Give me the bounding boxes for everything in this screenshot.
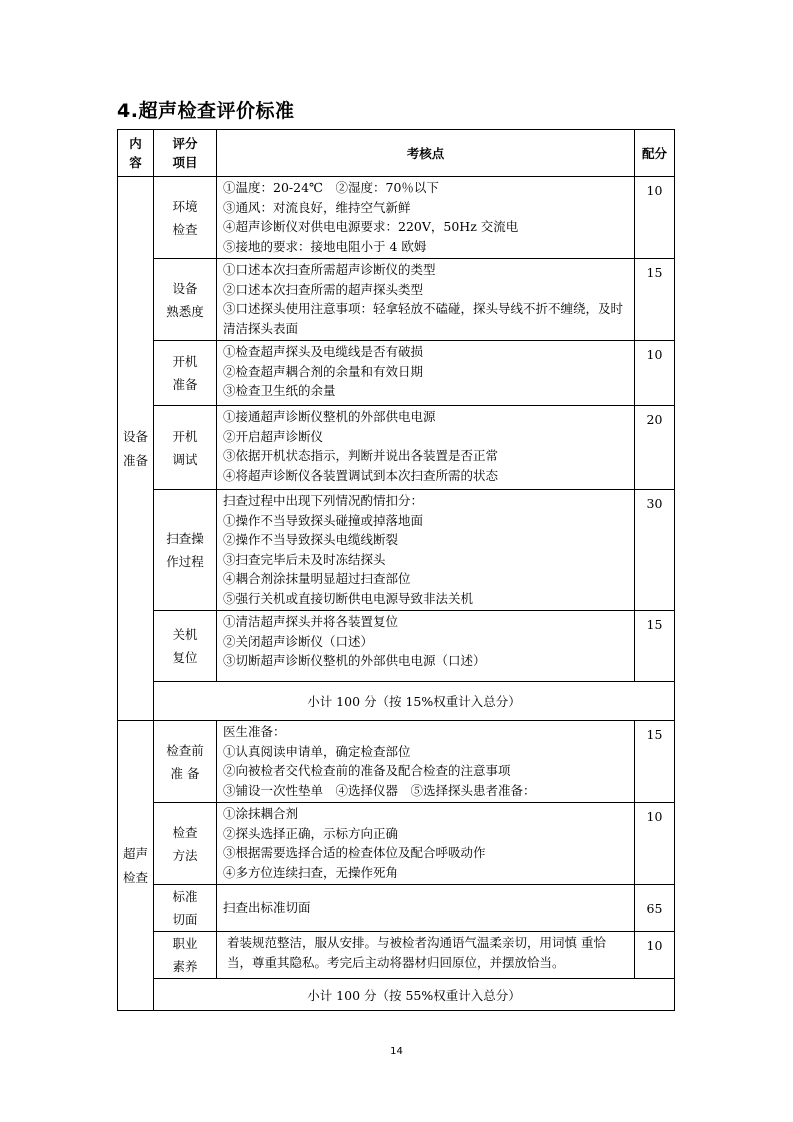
score-cell: 65: [635, 885, 675, 932]
subtotal-cell: 小计 100 分（按 15%权重计入总分）: [154, 682, 675, 721]
table-header-row: [118, 130, 675, 177]
table-row: [118, 177, 675, 259]
category-cell: 超声 检查: [118, 721, 154, 1011]
item-cell: 开机 调试: [154, 406, 217, 490]
table-row: [118, 341, 675, 406]
header-points: 考核点: [217, 130, 635, 177]
table-row: [118, 932, 675, 979]
category-cell: 设备 准备: [118, 177, 154, 721]
subtotal-cell: 小计 100 分（按 55%权重计入总分）: [154, 979, 675, 1011]
header-item: 评分 项目: [154, 130, 217, 177]
points-cell: ①检查超声探头及电缆线是否有破损 ②检查超声耦合剂的余量和有效日期 ③检查卫生纸的余量: [217, 341, 635, 406]
item-cell: 关机 复位: [154, 611, 217, 682]
points-cell: 扫查出标准切面: [217, 885, 635, 932]
score-cell: 10: [635, 341, 675, 406]
item-cell: 职业 素养: [154, 932, 217, 979]
score-cell: 10: [635, 803, 675, 885]
score-cell: 15: [635, 611, 675, 682]
item-cell: 开机 准备: [154, 341, 217, 406]
score-cell: 10: [635, 177, 675, 259]
header-content: 内 容: [118, 130, 154, 177]
table-row: [118, 885, 675, 932]
item-cell: 设备 熟悉度: [154, 259, 217, 341]
points-cell: 着装规范整洁，服从安排。与被检者沟通语气温柔亲切，用词慎 重恰当，尊重其隐私。考完后主动将器材归回原位，并摆放恰当。: [217, 932, 635, 979]
table-row: [118, 611, 675, 682]
subtotal-row: [118, 682, 675, 721]
item-cell: 检查前 准 备: [154, 721, 217, 803]
points-cell: ①接通超声诊断仪整机的外部供电电源 ②开启超声诊断仪 ③依据开机状态指示，判断并说出各装置是否正常 ④将超声诊断仪各装置调试到本次扫查所需的状态: [217, 406, 635, 490]
evaluation-table: [117, 129, 675, 1011]
points-cell: 医生准备： ①认真阅读申请单，确定检查部位 ②向被检者交代检查前的准备及配合检查的注意事项 ③铺设一次性垫单 ④选择仪器 ⑤选择探头患者准备：: [217, 721, 635, 803]
page-number: 14: [390, 1046, 403, 1057]
item-cell: 标准 切面: [154, 885, 217, 932]
item-cell: 扫查操 作过程: [154, 490, 217, 611]
score-cell: 10: [635, 932, 675, 979]
points-cell: ①口述本次扫查所需超声诊断仪的类型 ②口述本次扫查所需的超声探头类型 ③口述探头使用注意事项：轻拿轻放不磕碰，探头导线不折不缠绕，及时清洁探头表面: [217, 259, 635, 341]
table-row: [118, 721, 675, 803]
score-cell: 20: [635, 406, 675, 490]
section-heading: 4.超声检查评价标准: [117, 100, 295, 122]
score-cell: 30: [635, 490, 675, 611]
table-row: [118, 490, 675, 611]
header-score: 配分: [635, 130, 675, 177]
points-cell: ①温度：20-24℃ ②湿度：70％以下 ③通风：对流良好，维持空气新鲜 ④超声诊断仪对供电电源要求：220V，50Hz 交流电 ⑤接地的要求：接地电阻小于 4 欧姆: [217, 177, 635, 259]
table-row: [118, 406, 675, 490]
table-row: [118, 259, 675, 341]
table-row: [118, 803, 675, 885]
item-cell: 环境 检查: [154, 177, 217, 259]
score-cell: 15: [635, 721, 675, 803]
item-cell: 检查 方法: [154, 803, 217, 885]
score-cell: 15: [635, 259, 675, 341]
points-cell: 扫查过程中出现下列情况酌情扣分： ①操作不当导致探头碰撞或掉落地面 ②操作不当导致探头电缆线断裂 ③扫查完毕后未及时冻结探头 ④耦合剂涂抹量明显超过扫查部位 ⑤强行关机或直接切断供电电源导致非法关机: [217, 490, 635, 611]
points-cell: ①涂抹耦合剂 ②探头选择正确，示标方向正确 ③根据需要选择合适的检查体位及配合呼吸动作 ④多方位连续扫查，无操作死角: [217, 803, 635, 885]
subtotal-row: [118, 979, 675, 1011]
points-cell: ①清洁超声探头并将各装置复位 ②关闭超声诊断仪（口述） ③切断超声诊断仪整机的外部供电电源（口述）: [217, 611, 635, 682]
